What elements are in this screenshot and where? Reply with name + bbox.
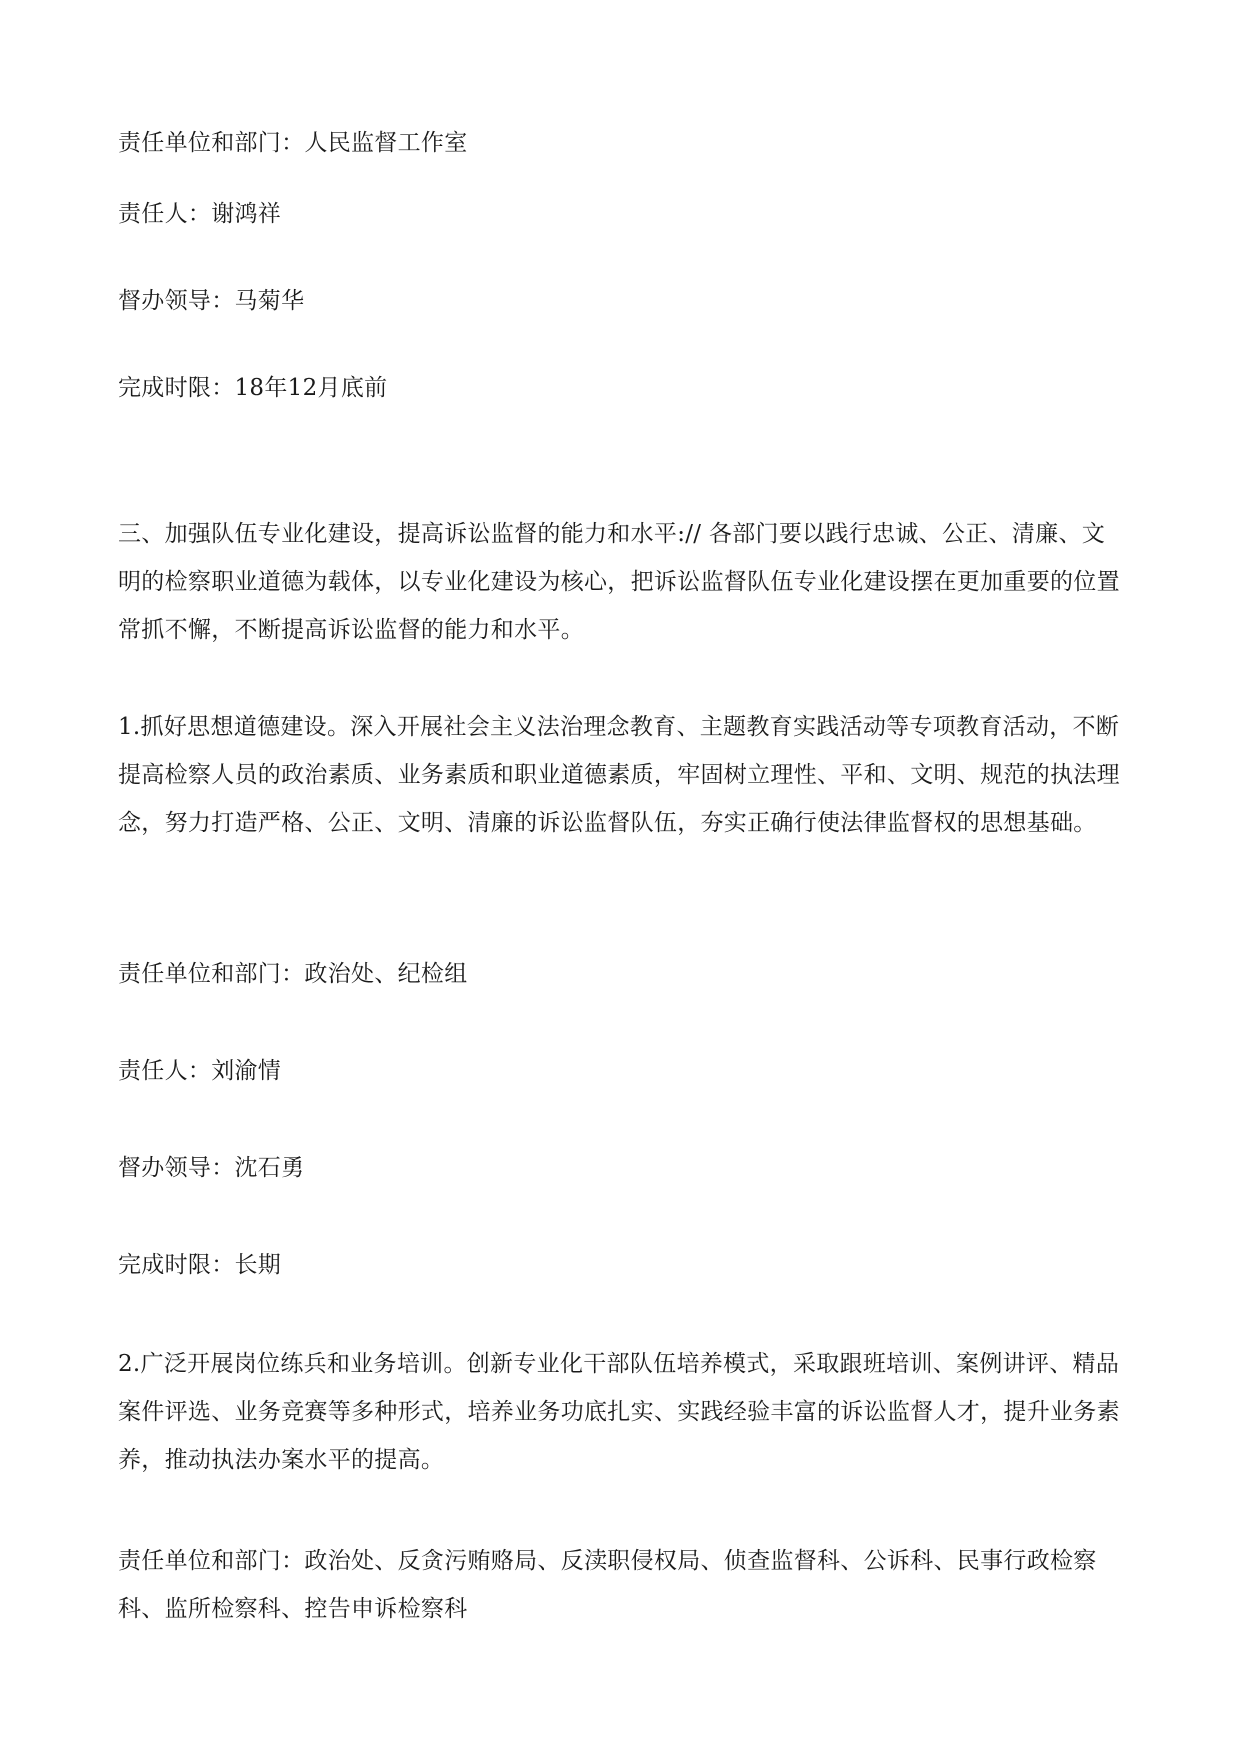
responsible-unit-3: 责任单位和部门：政治处、反贪污贿赂局、反渎职侵权局、侦查监督科、公诉科、民事行政检察科、监所检察科、控告申诉检察科	[118, 1548, 1097, 1622]
item-2-paragraph: 2.广泛开展岗位练兵和业务培训。创新专业化干部队伍培养模式，采取跟班培训、案例讲评、精品案件评选、业务竞赛等多种形式，培养业务功底扎实、实践经验丰富的诉讼监督人才，提升业务素养，推动执法办案水平的提高。	[118, 1351, 1120, 1473]
section-three-heading-and-intro: 三、加强队伍专业化建设，提高诉讼监督的能力和水平:// 各部门要以践行忠诚、公正、清廉、文明的检察职业道德为载体，以专业化建设为核心，把诉讼监督队伍专业化建设摆在更加重要的位置常抓不懈，不断提高诉讼监督的能力和水平。	[118, 521, 1120, 643]
item-1-paragraph: 1.抓好思想道德建设。深入开展社会主义法治理念教育、主题教育实践活动等专项教育活动，不断提高检察人员的政治素质、业务素质和职业道德素质，牢固树立理性、平和、文明、规范的执法理念，努力打造严格、公正、文明、清廉的诉讼监督队伍，夯实正确行使法律监督权的思想基础。	[118, 714, 1120, 836]
responsible-unit-1: 责任单位和部门：人民监督工作室	[118, 130, 468, 156]
deadline-2: 完成时限：长期	[118, 1252, 282, 1278]
responsible-person-2: 责任人：刘渝情	[118, 1058, 282, 1084]
responsible-unit-2: 责任单位和部门：政治处、纪检组	[118, 961, 468, 987]
responsible-person-1: 责任人：谢鸿祥	[118, 201, 282, 227]
supervising-leader-1: 督办领导：马菊华	[118, 288, 305, 314]
deadline-1: 完成时限：18年12月底前	[118, 375, 388, 401]
supervising-leader-2: 督办领导：沈石勇	[118, 1155, 305, 1181]
